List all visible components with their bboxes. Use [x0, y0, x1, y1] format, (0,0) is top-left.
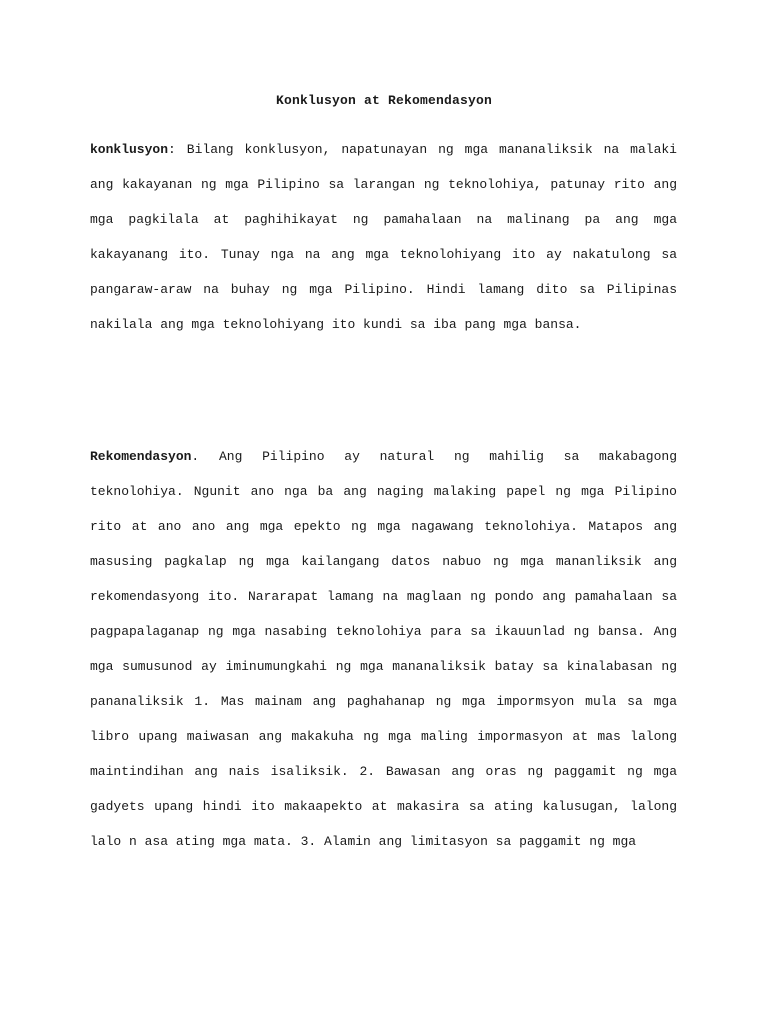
conclusion-paragraph	[90, 132, 677, 342]
conclusion-section	[90, 132, 677, 342]
conclusion-body: Bilang konklusyon, napatunayan ng mga mananaliksik na malaki ang kakayanan ng mga Pilipino sa larangan ng teknolohiya, patunay rito ang mga pagkilala at paghihikayat ng pamahalaan na malinang pa ang mga kakayanang ito. Tunay nga na ang mga teknolohiyang ito ay nakatulong sa pangaraw-araw na buhay ng mga Pilipino. Hindi lamang dito sa Pilipinas nakilala ang mga teknolohiyang ito kundi sa iba pang mga bansa.	[90, 142, 677, 332]
recommendation-separator: .	[191, 449, 200, 464]
conclusion-separator: :	[168, 142, 176, 157]
recommendation-body: Ang Pilipino ay natural ng mahilig sa makabagong teknolohiya. Ngunit ano nga ba ang naging malaking papel ng mga Pilipino rito at ano ano ang mga epekto ng mga nagawang teknolohiya. Matapos ang masusing pagkalap ng mga kailangang datos nabuo ng mga mananliksik ang rekomendasyong ito. Nararapat lamang na maglaan ng pondo ang pamahalaan sa pagpapalaganap ng mga nasabing teknolohiya para sa ikauunlad ng bansa. Ang mga sumusunod ay iminumungkahi ng mga mananaliksik batay sa kinalabasan ng pananaliksik 1. Mas mainam ang paghahanap ng mga impormsyon mula sa mga libro upang maiwasan ang makakuha ng mga maling impormasyon at mas lalong maintindihan ang nais isaliksik. 2. Bawasan ang oras ng paggamit ng mga gadyets upang hindi ito makaapekto at makasira sa ating kalusugan, lalong lalo n asa ating mga mata. 3. Alamin ang limitasyon sa paggamit ng mga	[90, 449, 677, 849]
document-title: Konklusyon at Rekomendasyon	[275, 93, 493, 108]
conclusion-heading: konklusyon	[90, 142, 169, 157]
recommendation-section	[90, 439, 677, 859]
recommendation-heading: Rekomendasyon	[90, 449, 192, 464]
recommendation-paragraph	[90, 439, 677, 859]
